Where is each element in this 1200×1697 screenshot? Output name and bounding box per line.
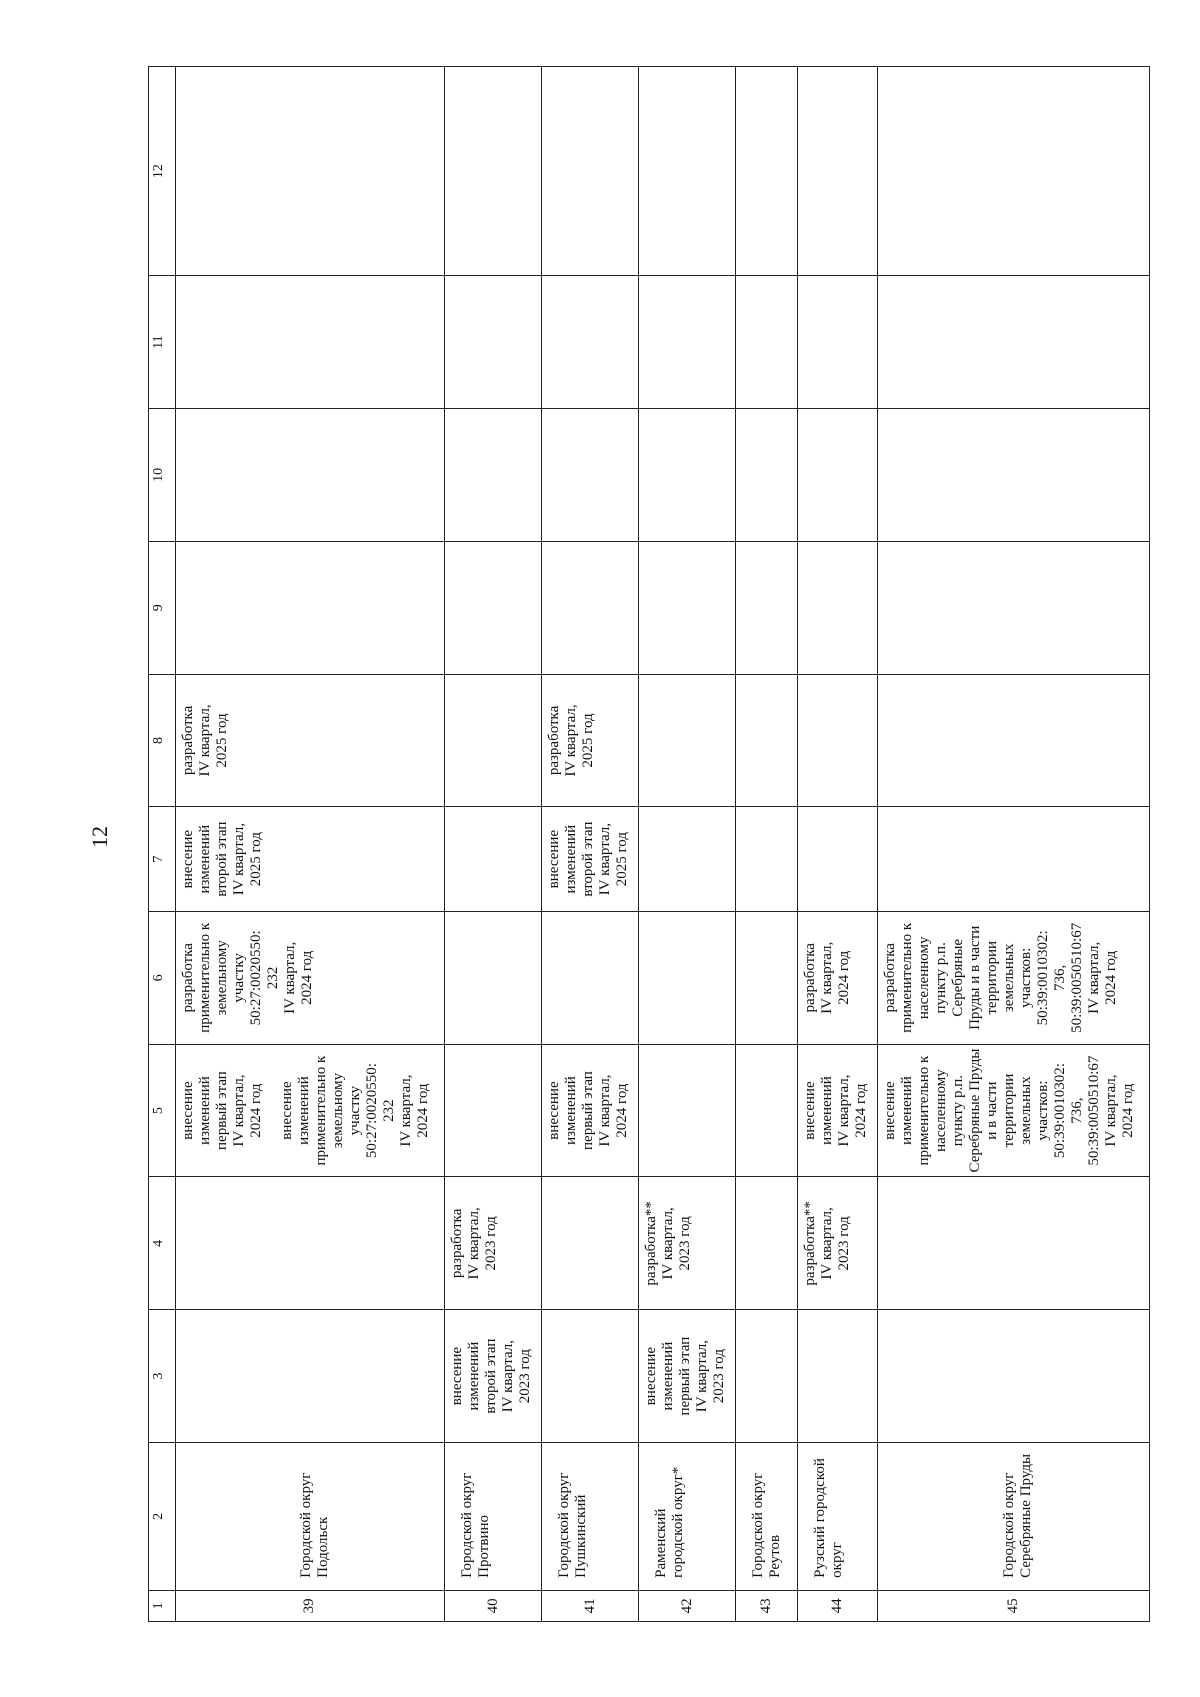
column-header-3: 3 bbox=[149, 1310, 176, 1443]
row-number: 40 bbox=[445, 1590, 542, 1621]
cell-line: Раменский bbox=[653, 1508, 670, 1578]
cell-line: 2024 год bbox=[1102, 950, 1119, 1005]
cell-line: IV квартал, bbox=[563, 704, 580, 777]
cell-col-8 bbox=[175, 674, 444, 807]
cell-line: 2024 год bbox=[836, 950, 853, 1005]
table-row bbox=[736, 67, 798, 1622]
cell-line: земельных bbox=[1000, 943, 1017, 1013]
cell-col-9 bbox=[877, 541, 1149, 674]
cell-col-4 bbox=[445, 1177, 542, 1310]
cell-line: внесение bbox=[546, 1081, 563, 1140]
cell-col-10 bbox=[798, 409, 877, 542]
cell-line: 736, bbox=[1068, 1097, 1085, 1124]
table-row bbox=[542, 67, 639, 1622]
cell-line: разработка bbox=[179, 705, 196, 776]
cell-line: населенному bbox=[915, 936, 932, 1020]
cell-col-4 bbox=[877, 1177, 1149, 1310]
cell-line: земельному bbox=[213, 940, 230, 1016]
cell-col-10 bbox=[445, 409, 542, 542]
cell-col-8 bbox=[542, 674, 639, 807]
cell-line: разработка bbox=[449, 1208, 466, 1279]
municipality-name bbox=[445, 1442, 542, 1590]
cell-col-12 bbox=[736, 67, 798, 276]
cell-line: изменений bbox=[660, 1341, 677, 1411]
cell-col-9 bbox=[175, 541, 444, 674]
cell-line: 2023 год bbox=[517, 1348, 534, 1404]
cell-line: участку bbox=[230, 953, 247, 1003]
cell-line: городской округ* bbox=[670, 1466, 687, 1578]
cell-line: первый этап bbox=[213, 1071, 230, 1150]
cell-line: 50:39:0050510:67 bbox=[1085, 1055, 1102, 1166]
column-header-10: 10 bbox=[149, 409, 176, 542]
cell-col-9 bbox=[542, 541, 639, 674]
cell-col-7 bbox=[175, 807, 444, 912]
cell-col-8 bbox=[445, 674, 542, 807]
cell-line: 50:39:0010302: bbox=[1034, 930, 1051, 1026]
cell-col-10 bbox=[639, 409, 736, 542]
column-header-6: 6 bbox=[149, 911, 176, 1044]
cell-line: участков: bbox=[1034, 1080, 1051, 1141]
cell-line: 2023 год bbox=[836, 1216, 853, 1271]
cell-col-12 bbox=[798, 67, 877, 276]
cell-line: разработка** bbox=[802, 1201, 819, 1286]
cell-line: внесение bbox=[278, 1081, 295, 1140]
cell-col-10 bbox=[736, 409, 798, 542]
cell-line: Городской округ bbox=[459, 1472, 476, 1578]
cell-line: разработка bbox=[546, 705, 563, 776]
column-header-1: 1 bbox=[149, 1590, 176, 1621]
cell-col-6 bbox=[798, 911, 877, 1044]
row-number: 39 bbox=[175, 1590, 444, 1621]
cell-line: IV квартал, bbox=[397, 1074, 414, 1147]
column-header-4: 4 bbox=[149, 1177, 176, 1310]
cell-line: IV квартал, bbox=[1085, 941, 1102, 1014]
municipality-name bbox=[542, 1442, 639, 1590]
cell-line: Подольск bbox=[314, 1516, 331, 1578]
cell-col-5 bbox=[639, 1044, 736, 1177]
cell-col-3 bbox=[445, 1310, 542, 1443]
cell-col-9 bbox=[445, 541, 542, 674]
municipality-name bbox=[639, 1442, 736, 1590]
cell-line: IV квартал, bbox=[230, 823, 247, 896]
cell-line: 2023 год bbox=[677, 1216, 694, 1271]
cell-col-7 bbox=[736, 807, 798, 912]
cell-line: IV квартал, bbox=[500, 1340, 517, 1413]
table-row bbox=[445, 67, 542, 1622]
cell-col-4 bbox=[798, 1177, 877, 1310]
cell-line: населенному bbox=[932, 1069, 949, 1152]
cell-line: 2025 год bbox=[614, 832, 631, 887]
cell-col-3 bbox=[639, 1310, 736, 1443]
cell-line: IV квартал, bbox=[466, 1207, 483, 1280]
cell-line: пункту р.п. bbox=[932, 942, 949, 1014]
cell-line: изменений bbox=[819, 1076, 836, 1145]
cell-line: Серебряные Пруды bbox=[966, 1048, 983, 1173]
cell-line: 50:39:0050510:67 bbox=[1068, 922, 1085, 1033]
cell-line: изменений bbox=[898, 1076, 915, 1145]
cell-line: земельных bbox=[1017, 1076, 1034, 1145]
cell-col-8 bbox=[736, 674, 798, 807]
cell-line: внесение bbox=[643, 1346, 660, 1406]
cell-col-3 bbox=[542, 1310, 639, 1443]
cell-line: 50:39:0010302: bbox=[1051, 1063, 1068, 1159]
cell-col-7 bbox=[798, 807, 877, 912]
municipality-name bbox=[877, 1442, 1149, 1590]
column-header-5: 5 bbox=[149, 1044, 176, 1177]
cell-col-3 bbox=[175, 1310, 444, 1443]
cell-col-6 bbox=[736, 911, 798, 1044]
cell-col-10 bbox=[175, 409, 444, 542]
cell-line: 2025 год bbox=[247, 832, 264, 887]
row-number: 44 bbox=[798, 1590, 877, 1621]
cell-line: Пушкинский bbox=[573, 1494, 590, 1578]
cell-col-3 bbox=[798, 1310, 877, 1443]
cell-line: IV квартал, bbox=[281, 941, 298, 1014]
cell-line: разработка bbox=[802, 943, 819, 1013]
cell-line: Городской округ bbox=[750, 1472, 767, 1578]
cell-line: 50:27:0020550: bbox=[363, 1063, 380, 1159]
cell-col-10 bbox=[877, 409, 1149, 542]
cell-line: IV квартал, bbox=[597, 1074, 614, 1147]
cell-col-11 bbox=[877, 276, 1149, 409]
cell-col-4 bbox=[542, 1177, 639, 1310]
cell-col-9 bbox=[736, 541, 798, 674]
cell-line: Рузский городской bbox=[812, 1458, 829, 1578]
cell-line: изменений bbox=[196, 1076, 213, 1145]
column-header-12: 12 bbox=[149, 67, 176, 276]
cell-line: округ bbox=[829, 1542, 846, 1578]
cell-line: внесение bbox=[179, 829, 196, 889]
cell-col-6 bbox=[877, 911, 1149, 1044]
line-gap bbox=[265, 1049, 279, 1173]
cell-col-6 bbox=[542, 911, 639, 1044]
cell-col-12 bbox=[175, 67, 444, 276]
cell-line: внесение bbox=[179, 1081, 196, 1140]
cell-col-12 bbox=[542, 67, 639, 276]
cell-col-7 bbox=[639, 807, 736, 912]
cell-line: внесение bbox=[802, 1081, 819, 1140]
cell-line: Серебряные bbox=[949, 938, 966, 1017]
cell-line: IV квартал, bbox=[836, 1074, 853, 1147]
column-header-7: 7 bbox=[149, 807, 176, 912]
cell-col-5 bbox=[877, 1044, 1149, 1177]
municipality-name bbox=[798, 1442, 877, 1590]
cell-line: изменений bbox=[466, 1341, 483, 1411]
cell-col-11 bbox=[639, 276, 736, 409]
cell-line: 2023 год bbox=[711, 1348, 728, 1404]
cell-line: территории bbox=[983, 940, 1000, 1015]
cell-line: 2024 год bbox=[1119, 1083, 1136, 1138]
table-row bbox=[877, 67, 1149, 1622]
cell-line: внесение bbox=[881, 1081, 898, 1140]
cell-line: внесение bbox=[449, 1346, 466, 1406]
cell-col-6 bbox=[445, 911, 542, 1044]
cell-line: применительно к bbox=[196, 922, 213, 1033]
cell-col-11 bbox=[175, 276, 444, 409]
cell-line: разработка bbox=[179, 943, 196, 1013]
cell-line: IV квартал, bbox=[660, 1207, 677, 1280]
cell-line: второй этап bbox=[483, 1338, 500, 1414]
cell-line: изменений bbox=[563, 824, 580, 894]
cell-col-12 bbox=[639, 67, 736, 276]
column-header-9: 9 bbox=[149, 541, 176, 674]
cell-line: внесение bbox=[546, 829, 563, 889]
cell-line: пункту р.п. bbox=[949, 1074, 966, 1147]
cell-line: и в части bbox=[983, 1081, 1000, 1140]
cell-col-8 bbox=[877, 674, 1149, 807]
cell-line: 232 bbox=[264, 966, 281, 990]
cell-line: 50:27:0020550: bbox=[247, 930, 264, 1026]
cell-line: IV квартал, bbox=[196, 704, 213, 777]
table-row bbox=[639, 67, 736, 1622]
cell-line: второй этап bbox=[213, 821, 230, 897]
cell-line: 2024 год bbox=[414, 1083, 431, 1138]
cell-line: IV квартал, bbox=[819, 1207, 836, 1280]
cell-line: 2024 год bbox=[247, 1083, 264, 1138]
column-header-2: 2 bbox=[149, 1442, 176, 1590]
cell-line: изменений bbox=[196, 824, 213, 894]
column-header-11: 11 bbox=[149, 276, 176, 409]
cell-col-4 bbox=[639, 1177, 736, 1310]
cell-line: IV квартал, bbox=[597, 823, 614, 896]
cell-col-10 bbox=[542, 409, 639, 542]
cell-col-3 bbox=[736, 1310, 798, 1443]
cell-line: IV квартал, bbox=[230, 1074, 247, 1147]
row-number: 42 bbox=[639, 1590, 736, 1621]
cell-col-4 bbox=[736, 1177, 798, 1310]
cell-col-12 bbox=[445, 67, 542, 276]
cell-col-6 bbox=[639, 911, 736, 1044]
cell-line: Протвино bbox=[476, 1515, 493, 1578]
schedule-table bbox=[148, 66, 1150, 1622]
table-row bbox=[175, 67, 444, 1622]
cell-col-7 bbox=[877, 807, 1149, 912]
cell-col-5 bbox=[542, 1044, 639, 1177]
cell-col-3 bbox=[877, 1310, 1149, 1443]
cell-line: применительно к bbox=[915, 1055, 932, 1166]
cell-line: Городской округ bbox=[1001, 1472, 1018, 1578]
cell-line: Пруды и в части bbox=[966, 925, 983, 1030]
cell-col-8 bbox=[639, 674, 736, 807]
cell-line: Серебряные Пруды bbox=[1018, 1453, 1035, 1578]
cell-line: 736, bbox=[1051, 964, 1068, 991]
cell-col-5 bbox=[798, 1044, 877, 1177]
cell-col-8 bbox=[798, 674, 877, 807]
cell-line: применительно к bbox=[898, 922, 915, 1033]
cell-line: Городской округ bbox=[297, 1472, 314, 1578]
cell-col-9 bbox=[798, 541, 877, 674]
cell-line: территории bbox=[1000, 1073, 1017, 1148]
cell-col-4 bbox=[175, 1177, 444, 1310]
cell-line: разработка bbox=[881, 943, 898, 1013]
cell-col-11 bbox=[445, 276, 542, 409]
schedule-table-rotated bbox=[148, 66, 1150, 1622]
cell-line: участков: bbox=[1017, 947, 1034, 1008]
table-row bbox=[798, 67, 877, 1622]
header-row bbox=[149, 67, 176, 1622]
municipality-name bbox=[175, 1442, 444, 1590]
row-number: 43 bbox=[736, 1590, 798, 1621]
cell-col-5 bbox=[175, 1044, 444, 1177]
cell-line: 2024 год bbox=[298, 950, 315, 1005]
cell-col-5 bbox=[445, 1044, 542, 1177]
cell-line: 2023 год bbox=[483, 1216, 500, 1271]
cell-line: Городской округ bbox=[556, 1472, 573, 1578]
cell-line: Реутов bbox=[767, 1534, 784, 1578]
municipality-name bbox=[736, 1442, 798, 1590]
cell-line: первый этап bbox=[677, 1336, 694, 1416]
cell-line: применительно к bbox=[312, 1055, 329, 1166]
column-header-8: 8 bbox=[149, 674, 176, 807]
cell-col-7 bbox=[445, 807, 542, 912]
cell-line: первый этап bbox=[580, 1071, 597, 1150]
cell-col-6 bbox=[175, 911, 444, 1044]
schedule-table-frame bbox=[148, 66, 1150, 1622]
cell-col-11 bbox=[736, 276, 798, 409]
cell-line: земельному bbox=[329, 1072, 346, 1149]
cell-line: 2024 год bbox=[853, 1083, 870, 1138]
cell-line: изменений bbox=[563, 1076, 580, 1145]
cell-col-7 bbox=[542, 807, 639, 912]
row-number: 41 bbox=[542, 1590, 639, 1621]
cell-line: участку bbox=[346, 1085, 363, 1136]
cell-col-9 bbox=[639, 541, 736, 674]
cell-col-5 bbox=[736, 1044, 798, 1177]
cell-line: 2024 год bbox=[614, 1083, 631, 1138]
cell-line: 2025 год bbox=[580, 713, 597, 768]
row-number: 45 bbox=[877, 1590, 1149, 1621]
cell-line: 232 bbox=[380, 1099, 397, 1122]
cell-line: IV квартал, bbox=[819, 941, 836, 1014]
cell-col-11 bbox=[798, 276, 877, 409]
cell-line: второй этап bbox=[580, 821, 597, 897]
page-number: 12 bbox=[87, 826, 112, 848]
cell-line: IV квартал, bbox=[694, 1340, 711, 1413]
cell-line: разработка** bbox=[643, 1201, 660, 1286]
cell-line: изменений bbox=[295, 1076, 312, 1145]
cell-line: 2025 год bbox=[213, 713, 230, 768]
cell-col-11 bbox=[542, 276, 639, 409]
cell-col-12 bbox=[877, 67, 1149, 276]
cell-line: IV квартал, bbox=[1102, 1074, 1119, 1147]
